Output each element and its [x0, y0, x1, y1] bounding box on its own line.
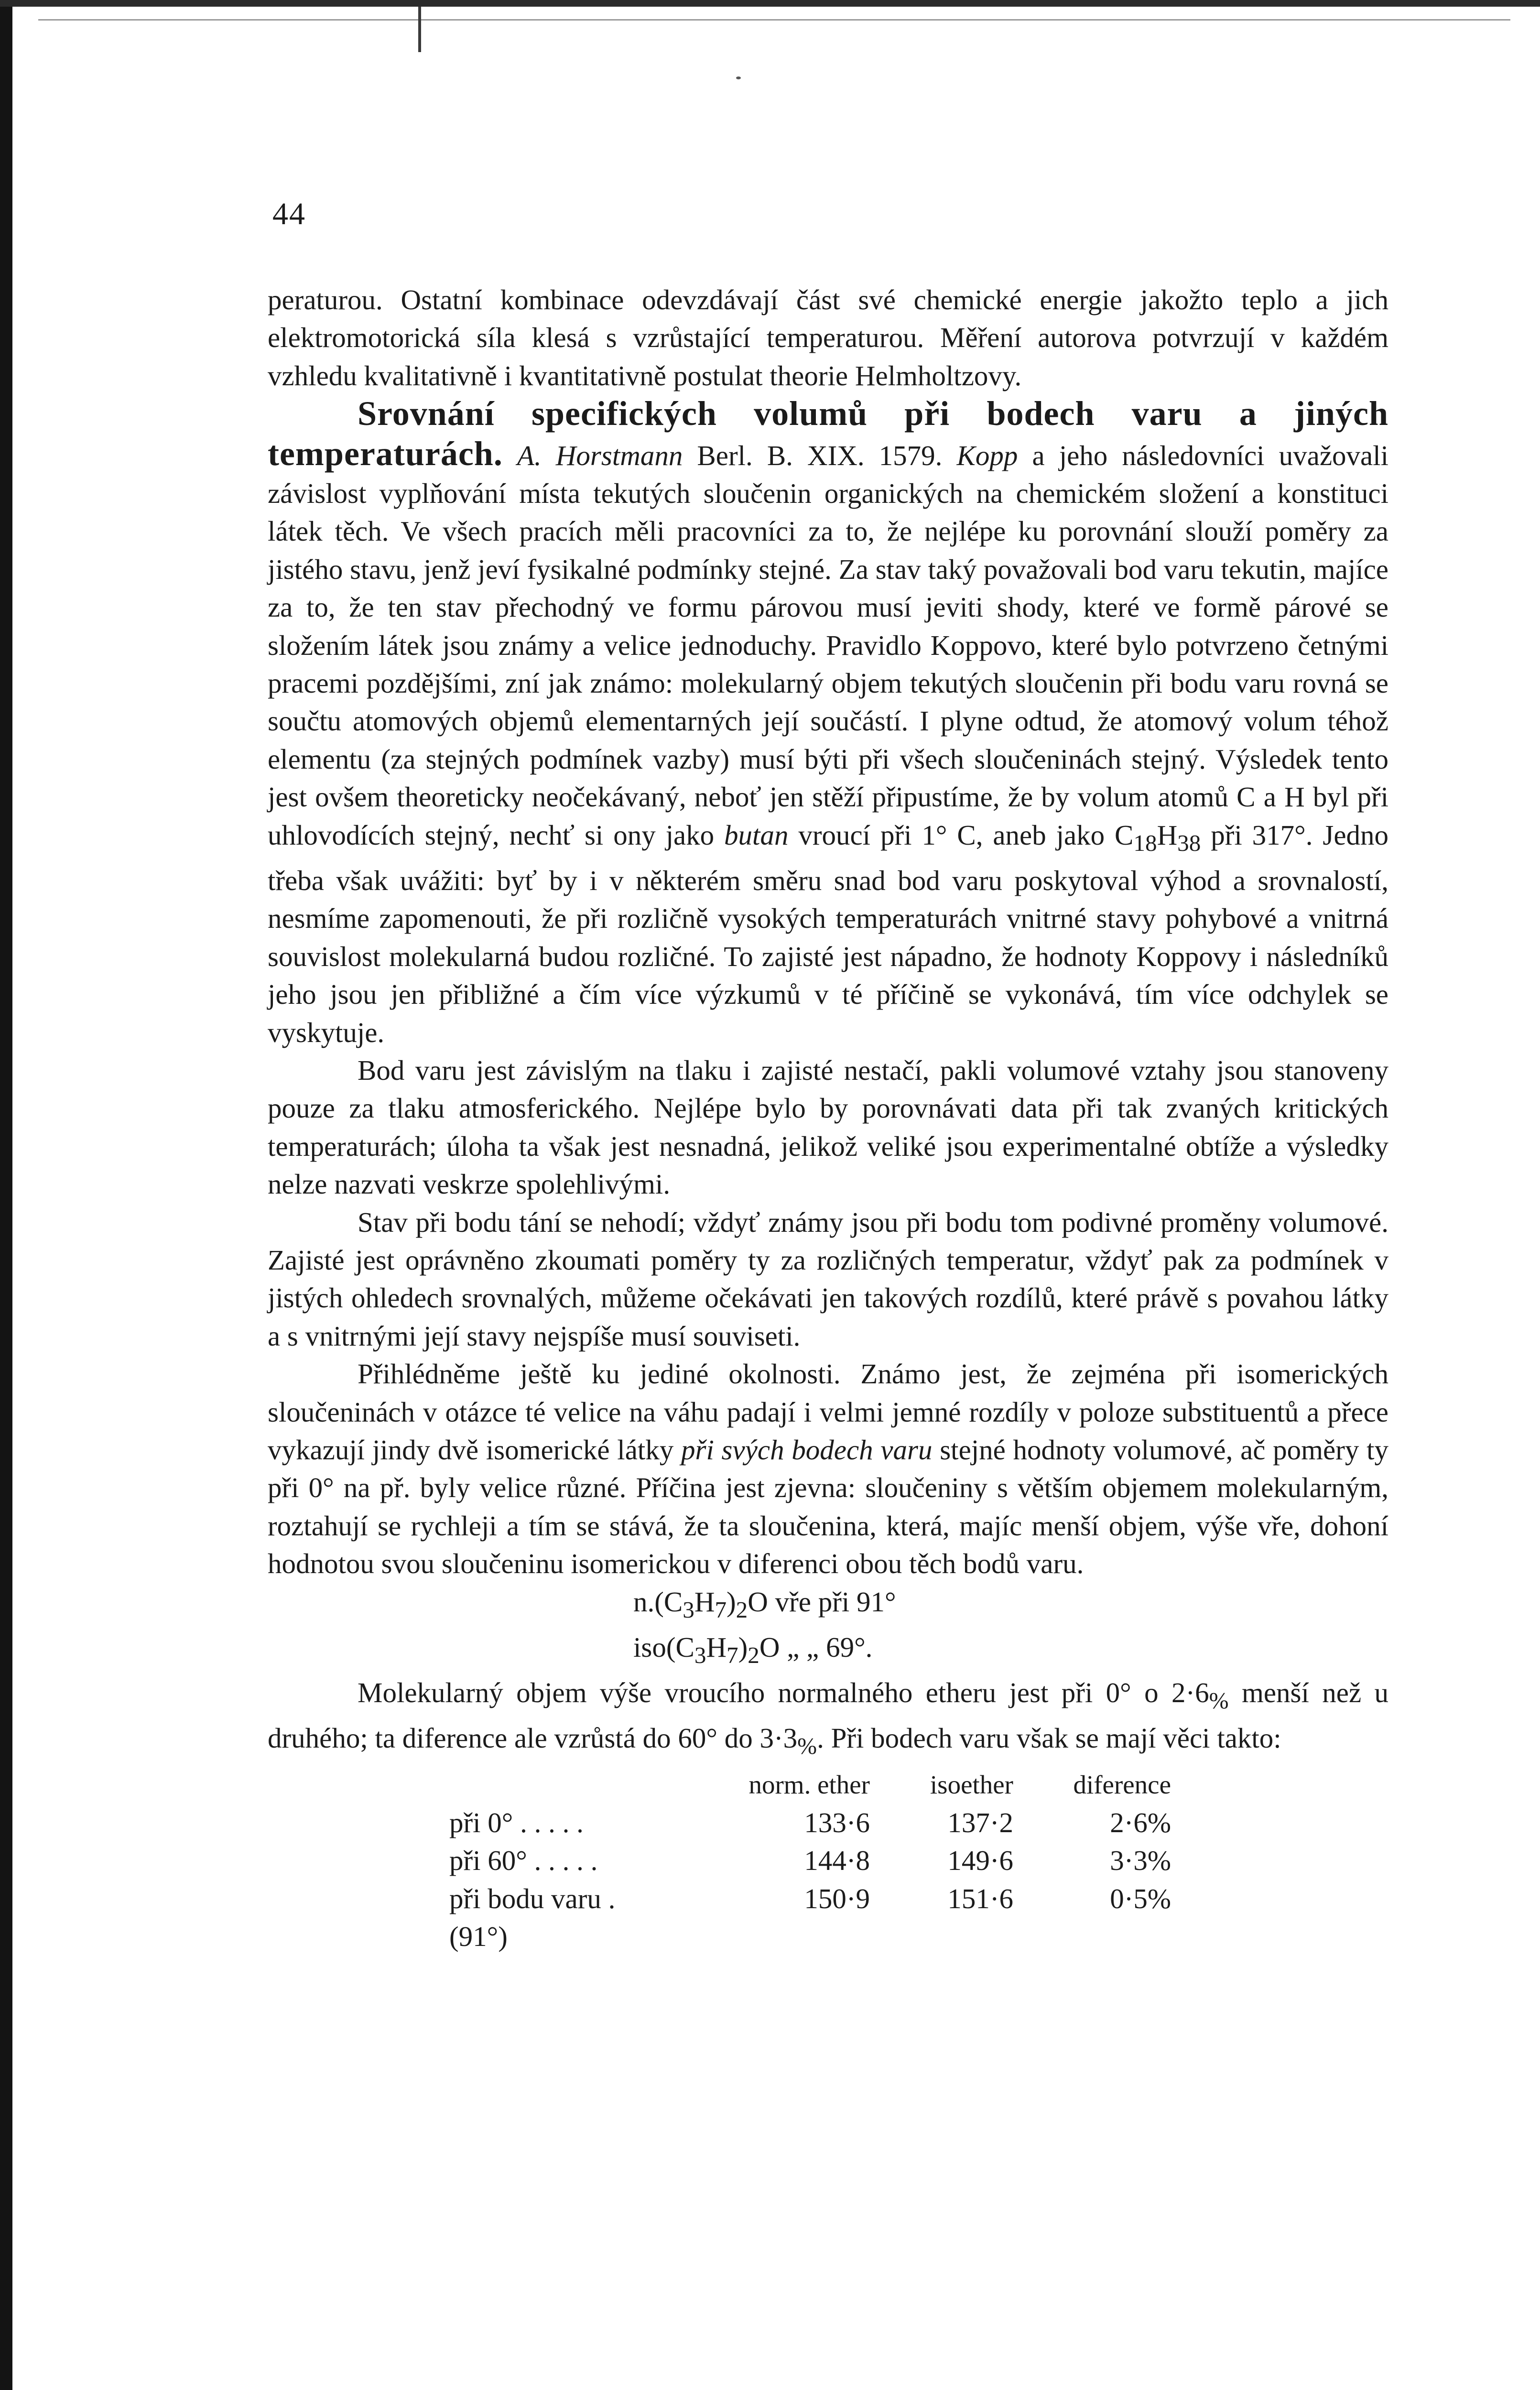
paragraph: Bod varu jest závislým na tlaku i zajisté nestačí, pakli volumové vztahy jsou stanoveny pouze za tlaku atmosferického. Nejlépe bylo by porovnávati data při tak zvaných kritických temperaturách; úloha ta však jest nesnadná, jelikož veliké jsou experimentalné obtíže a výsledky nelze nazvati veskrze spolehlivými.	[268, 1054, 1388, 1200]
scan-speck	[736, 76, 741, 79]
subscript: 18	[1133, 829, 1157, 856]
text-run: Molekularný objem výše vroucího normalného etheru jest při 0° o 2·6	[358, 1677, 1209, 1709]
formula-line: $n.(C_3H_7)_2O$ vře při 91°	[633, 1586, 896, 1623]
cell-isoether: 137·2	[947, 1806, 1013, 1838]
cell-norm-ether: 150·9	[804, 1882, 870, 1914]
subscript: %	[797, 1733, 817, 1760]
cell-isoether: 149·6	[947, 1845, 1013, 1877]
column-header: isoether	[930, 1770, 1013, 1800]
scan-tick-mark	[418, 7, 421, 52]
scan-top-rule	[38, 19, 1510, 21]
section-heading: Srovnání specifických volumů při bodech varu a jiných temperaturách.	[268, 394, 1388, 473]
text-run: Přihlédněme ještě ku jediné okolnosti. Známo jest, že zejména při isomerických sloučeninách v otázce té velice na váhu padají i velmi jemné rozdíly v poloze substituentů a přece vykazují jindy dvě isomerické látky	[268, 1358, 1388, 1466]
row-label: při 60° . . . . .	[449, 1845, 598, 1877]
table-row	[268, 1880, 1388, 1952]
subscript: 38	[1177, 829, 1201, 856]
row-label: při 0° . . . . .	[449, 1806, 584, 1838]
paragraph	[268, 395, 1388, 1052]
text-run: menší než u druhého; ta diference ale vzrůstá do 60° do 3·3	[268, 1677, 1388, 1754]
text-run: H	[1157, 819, 1178, 851]
formula-block	[268, 1583, 1388, 1674]
paragraph	[268, 1674, 1388, 1765]
text-run: stejné hodnoty volumové, ač poměry ty při 0° na př. byly velice různé. Příčina jest zjevna: sloučeniny s větším objemem molekularným, roztahují se rychleji a tím se stává, že ta sloučenina, která, majíc menší objem, výše vře, dohoní hodnotou svou sloučeninu isomerickou v diferenci obou těch bodů varu.	[268, 1434, 1388, 1580]
author-name: A. Horstmann	[517, 439, 683, 471]
data-table	[268, 1766, 1388, 1952]
author-name: Kopp	[956, 439, 1018, 471]
column-header: diference	[1073, 1770, 1171, 1800]
cell-diference: 3·3%	[1110, 1845, 1171, 1877]
cell-isoether: 151·6	[947, 1882, 1013, 1914]
column-header: norm. ether	[748, 1770, 870, 1800]
cell-diference: 0·5%	[1110, 1882, 1171, 1914]
paragraph	[268, 1355, 1388, 1583]
cell-diference: 2·6%	[1110, 1806, 1171, 1838]
text-run: a jeho následovníci uvažovali závislost vyplňování místa tekutých sloučenin organických na chemickém složení a konstituci látek těch. Ve všech pracích měli pracovníci za to, že nejlépe ku porovnání slouží poměry za jistého stavu, jenž jeví fysikalné podmínky stejné. Za stav taký považovali bod varu tekutin, majíce za to, že ten stav přechodný ve formu párovou musí jeviti shody, které ve formě párové se složením látek jsou známy a velice jednoduchy. Pravidlo Koppovo, které bylo potvrzeno četnými pracemi pozdějšími, zní jak známo: molekularný objem tekutých sloučenin při bodu varu rovná se součtu atomových objemů elementarných její součástí. I plyne odtud, že atomový volum téhož elementu (za stejných podmínek vazby) musí býti při všech sloučeninách stejný. Výsledek tento jest ovšem theoreticky neočekávaný, neboť jen stěží připustíme, že by volum atomů C a H byl při uhlovodících stejný, nechť si ony jako	[268, 439, 1388, 851]
row-label: při bodu varu . (91°)	[449, 1882, 616, 1952]
text-run: při 317°. Jedno třeba však uvážiti: byť by i v některém směru snad bod varu poskytoval výhod a srovnalostí, nesmíme zapomenouti, že při rozličně vysokých temperaturách vnitrné stavy pohybové a vnitrná souvislost molekularná budou rozličné. To zajisté jest nápadno, že hodnoty Koppovy i následníků jeho jsou jen přibližné a čím více výzkumů v té příčině se vykonává, tím více odchylek se vyskytuje.	[268, 819, 1389, 1048]
text-run: vroucí při 1° C, aneb jako C	[788, 819, 1134, 851]
reference: Berl. B. XIX. 1579.	[683, 439, 957, 471]
table-row	[268, 1804, 1388, 1842]
scan-top-edge	[0, 0, 1540, 7]
text-run: . Při bodech varu však se mají věci takto:	[817, 1722, 1281, 1754]
scan-left-edge	[0, 0, 12, 2390]
table-header-row	[268, 1766, 1388, 1803]
cell-norm-ether: 133·6	[804, 1806, 870, 1838]
paragraph: peraturou. Ostatní kombinace odevzdávají část své chemické energie jakožto teplo a jich elektromotorická síla klesá s vzrůstající temperaturou. Měření autorova potvrzují v každém vzhledu kvalitativně i kvantitativně postulat theorie Helmholtzovy.	[268, 284, 1388, 391]
emphasis: při svých bodech varu	[681, 1434, 933, 1466]
subscript: %	[1209, 1687, 1229, 1714]
cell-norm-ether: 144·8	[804, 1845, 870, 1877]
page-number: 44	[272, 196, 306, 231]
formula-line: $iso(C_3H_7)_2O$ „ „ 69°.	[633, 1631, 873, 1668]
page-body	[268, 281, 1389, 1952]
table-row	[268, 1842, 1388, 1879]
emphasis: butan	[724, 819, 789, 851]
paragraph: Stav při bodu tání se nehodí; vždyť známy jsou při bodu tom podivné proměny volumové. Zajisté jest oprávněno zkoumati poměry ty za rozličných temperatur, vždyť pak za podmínek v jistých ohledech srovnalých, můžeme očekávati jen takových rozdílů, které právě s povahou látky a s vnitrnými její stavy nejspíše musí souviseti.	[268, 1206, 1388, 1352]
